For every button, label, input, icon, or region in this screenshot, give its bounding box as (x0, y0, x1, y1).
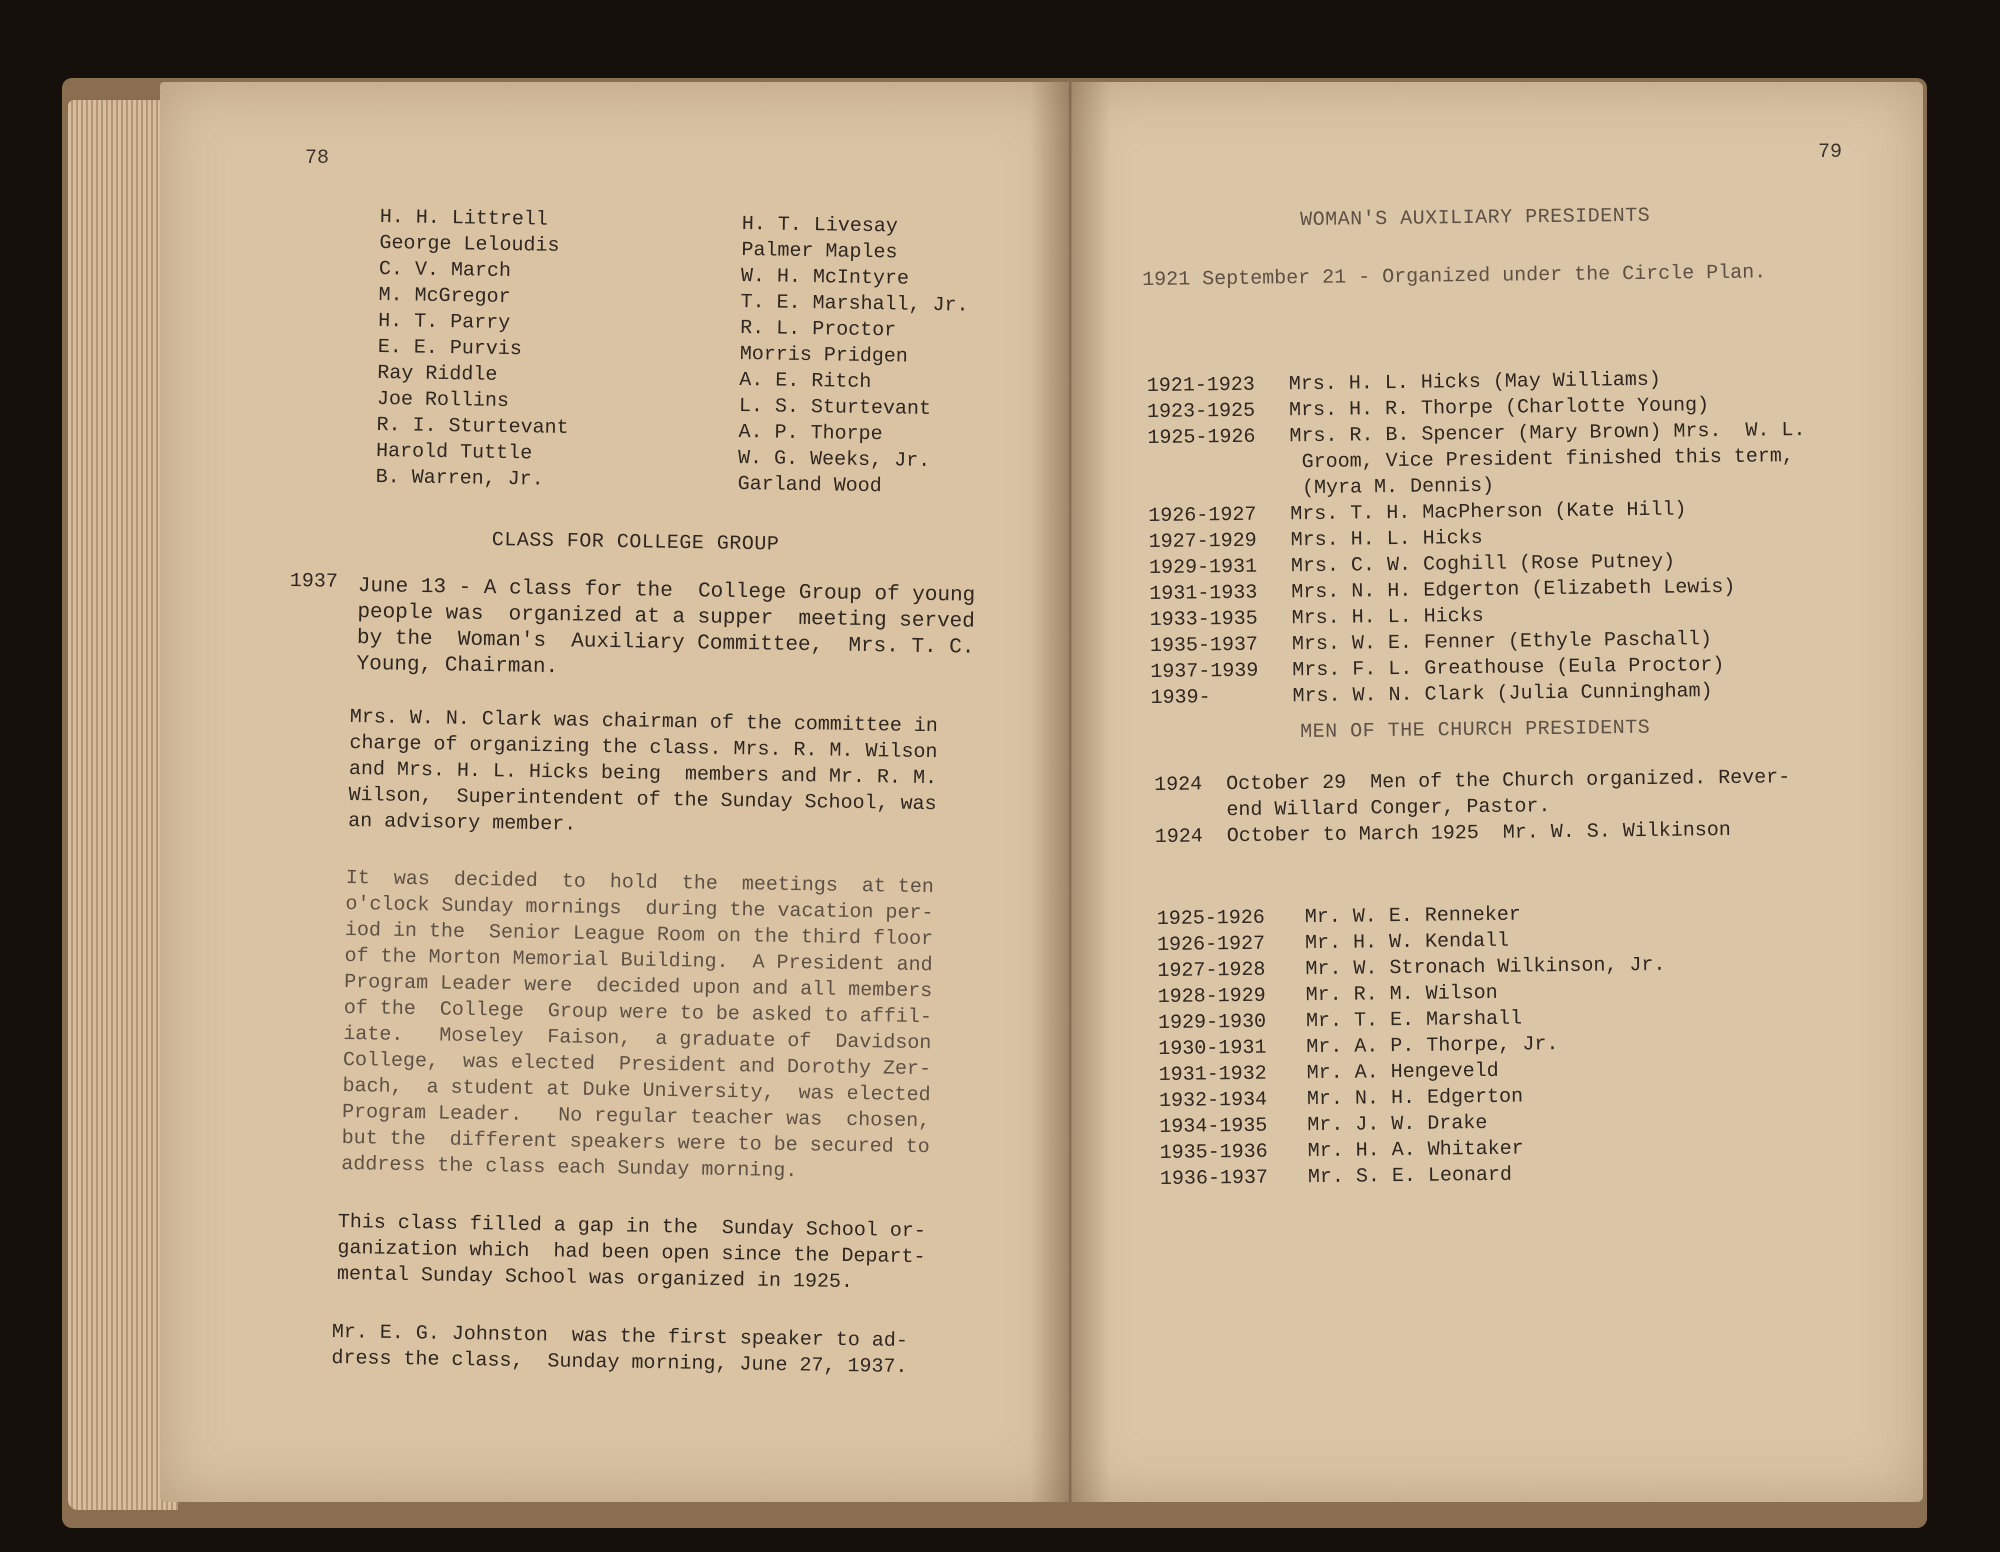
paragraph-meetings (341, 866, 934, 1187)
president-name: Mrs. F. L. Greathouse (Eula Proctor) (1292, 653, 1725, 683)
text-line: Young, Chairman. (356, 652, 559, 680)
text-line: 1924 October 29 Men of the Church organized. Rever- (1154, 766, 1791, 797)
president-name: Mr. J. W. Drake (1307, 1111, 1488, 1138)
text-line: A. P. Thorpe (738, 420, 883, 447)
term-years: 1930-1931 (1158, 1036, 1267, 1061)
president-name: Mrs. W. E. Fenner (Ethyle Paschall) (1291, 628, 1713, 657)
text-line: iate. Moseley Faison, a graduate of Davidson (343, 1022, 932, 1056)
text-line: 1924 October to March 1925 Mr. W. S. Wilkinson (1154, 818, 1731, 849)
term-years: 1933-1935 (1149, 607, 1258, 632)
text-line: Wilson, Superintendent of the Sunday School, was (348, 783, 937, 817)
text-line: dress the class, Sunday morning, June 27, 1937. (331, 1346, 908, 1380)
men-presidents-list (1156, 849, 1669, 1245)
president-name: Mrs. W. N. Clark (Julia Cunningham) (1292, 680, 1713, 709)
term-years: 1925-1926 (1156, 906, 1265, 931)
term-years: 1935-1937 (1149, 633, 1259, 658)
president-name: Mrs. T. H. MacPherson (Kate Hill) (1290, 498, 1687, 527)
auxiliary-presidents-list (1146, 314, 1809, 764)
term-years: 1923-1925 (1146, 399, 1256, 424)
text-line: Joe Rollins (376, 387, 510, 414)
text-line: W. H. McIntyre (740, 264, 910, 291)
term-years: 1929-1930 (1157, 1010, 1267, 1035)
text-line: and Mrs. H. L. Hicks being members and Mr. R. M. (348, 757, 938, 791)
text-line: of the College Group were to be asked to affil- (343, 996, 932, 1030)
text-line: Mr. E. G. Johnston was the first speaker to ad- (331, 1320, 909, 1354)
term-years: 1934-1935 (1159, 1114, 1268, 1139)
president-name: Mr. H. A. Whitaker (1307, 1137, 1524, 1164)
page-number-left: 78 (305, 147, 330, 170)
text-line: o'clock Sunday mornings during the vacation per- (345, 892, 934, 926)
text-line: June 13 - A class for the College Group of young (357, 574, 976, 608)
term-years: 1937-1939 (1150, 659, 1259, 684)
text-line: T. E. Marshall, Jr. (740, 290, 969, 318)
president-name: Mr. R. M. Wilson (1305, 981, 1498, 1008)
text-line: M. McGregor (378, 283, 511, 310)
president-name: Mrs. C. W. Coghill (Rose Putney) (1290, 550, 1676, 579)
paragraph-committee (348, 705, 938, 844)
term-years: 1926-1927 (1148, 503, 1257, 528)
term-years (1148, 476, 1290, 504)
president-name: Mr. N. H. Edgerton (1306, 1085, 1524, 1112)
text-line: Harold Tuttle (375, 439, 533, 466)
entry-text (356, 574, 975, 688)
text-line: It was decided to hold the meetings at ten (345, 866, 935, 900)
president-name: Mrs. R. B. Spencer (Mary Brown) Mrs. W. L. (1289, 418, 1806, 449)
text-line: iod in the Senior League Room on the third floor (344, 918, 934, 952)
paragraph-first-speaker (331, 1320, 908, 1381)
president-name: Mrs. H. L. Hicks (1290, 526, 1483, 553)
term-years: 1935-1936 (1159, 1140, 1268, 1165)
text-line: end Willard Conger, Pastor. (1154, 795, 1551, 823)
term-years (1148, 450, 1290, 478)
text-line: R. I. Sturtevant (376, 413, 569, 440)
text-line: H. T. Parry (377, 309, 511, 336)
term-years: 1927-1929 (1148, 529, 1257, 554)
text-line: George Leloudis (379, 231, 560, 258)
term-years: 1936-1937 (1159, 1166, 1269, 1191)
text-line: charge of organizing the class. Mrs. R. M. Wilson (349, 731, 938, 765)
president-row (1160, 1161, 1668, 1193)
names-column-2 (738, 212, 971, 502)
text-line: by the Woman's Auxiliary Committee, Mrs. T. C. (356, 626, 975, 660)
president-name: (Myra M. Dennis) (1289, 474, 1495, 501)
president-name: Mr. H. W. Kendall (1304, 929, 1510, 956)
text-line: of the Morton Memorial Building. A President and (344, 944, 933, 978)
president-name: Mrs. H. R. Thorpe (Charlotte Young) (1288, 394, 1710, 423)
president-name: Mr. T. E. Marshall (1305, 1007, 1523, 1034)
text-line: Morris Pridgen (739, 342, 908, 369)
term-years: 1926-1927 (1156, 932, 1266, 957)
president-name: Groom, Vice President finished this term, (1289, 445, 1794, 475)
text-line: an advisory member. (347, 809, 577, 837)
page-number-right: 79 (1818, 141, 1843, 164)
men-title: MEN OF THE CHURCH PRESIDENTS (1300, 716, 1651, 744)
term-years: 1932-1934 (1158, 1088, 1268, 1113)
president-name: Mr. W. Stronach Wilkinson, Jr. (1305, 953, 1666, 982)
text-line: This class filled a gap in the Sunday School or- (337, 1210, 927, 1244)
section-title: CLASS FOR COLLEGE GROUP (491, 528, 780, 557)
text-line: Palmer Maples (741, 238, 898, 265)
entry-year: 1937 (289, 569, 338, 594)
book-gutter (1030, 82, 1110, 1502)
text-line: Garland Wood (737, 472, 882, 499)
paragraph-gap (337, 1210, 926, 1297)
term-years: 1931-1933 (1149, 581, 1258, 606)
text-line: but the different speakers were to be secured to (341, 1126, 930, 1160)
president-name: Mr. W. E. Renneker (1304, 903, 1521, 930)
text-line: C. V. March (378, 257, 512, 284)
text-line: mental Sunday School was organized in 1925. (336, 1262, 854, 1295)
text-line: bach, a student at Duke University, was elected (342, 1074, 931, 1108)
auxiliary-intro: 1921 September 21 - Organized under the Circle Plan. (1142, 261, 1767, 292)
president-name: Mrs. H. L. Hicks (1291, 604, 1484, 631)
text-line: W. G. Weeks, Jr. (737, 446, 931, 473)
names-column-1 (376, 205, 572, 494)
term-years: 1939- (1150, 686, 1211, 710)
term-years: 1931-1932 (1158, 1062, 1267, 1087)
auxiliary-title: WOMAN'S AUXILIARY PRESIDENTS (1300, 204, 1651, 232)
text-line: Ray Riddle (377, 361, 498, 387)
text-line: L. S. Sturtevant (738, 394, 932, 421)
president-name: Mr. A. P. Thorpe, Jr. (1306, 1033, 1559, 1060)
text-line: H. H. Littrell (379, 205, 548, 232)
text-line: E. E. Purvis (377, 335, 522, 362)
text-line: Mrs. W. N. Clark was chairman of the committee in (349, 705, 939, 739)
term-years: 1928-1929 (1157, 984, 1266, 1009)
term-years: 1925-1926 (1147, 425, 1256, 450)
text-line: R. L. Proctor (739, 316, 897, 343)
president-name: Mrs. N. H. Edgerton (Elizabeth Lewis) (1291, 575, 1736, 605)
men-intro (1154, 765, 1791, 851)
term-years: 1921-1923 (1146, 373, 1255, 398)
text-line: A. E. Ritch (739, 368, 872, 395)
president-name: Mr. A. Hengeveld (1306, 1059, 1499, 1086)
text-line: address the class each Sunday morning. (341, 1152, 798, 1184)
text-line: B. Warren, Jr. (375, 465, 544, 492)
text-line: H. T. Livesay (741, 212, 898, 239)
term-years: 1929-1931 (1148, 555, 1258, 580)
term-years: 1927-1928 (1157, 958, 1266, 983)
text-line: Program Leader. No regular teacher was chosen, (341, 1100, 931, 1134)
president-name: Mr. S. E. Leonard (1307, 1163, 1513, 1190)
president-name: Mrs. H. L. Hicks (May Williams) (1288, 368, 1661, 397)
text-line: people was organized at a supper meeting served (357, 600, 976, 634)
text-line: ganization which had been open since the Depart- (337, 1236, 926, 1270)
text-line: College, was elected President and Dorothy Zer- (342, 1048, 932, 1082)
text-line: Program Leader were decided upon and all members (343, 970, 933, 1004)
